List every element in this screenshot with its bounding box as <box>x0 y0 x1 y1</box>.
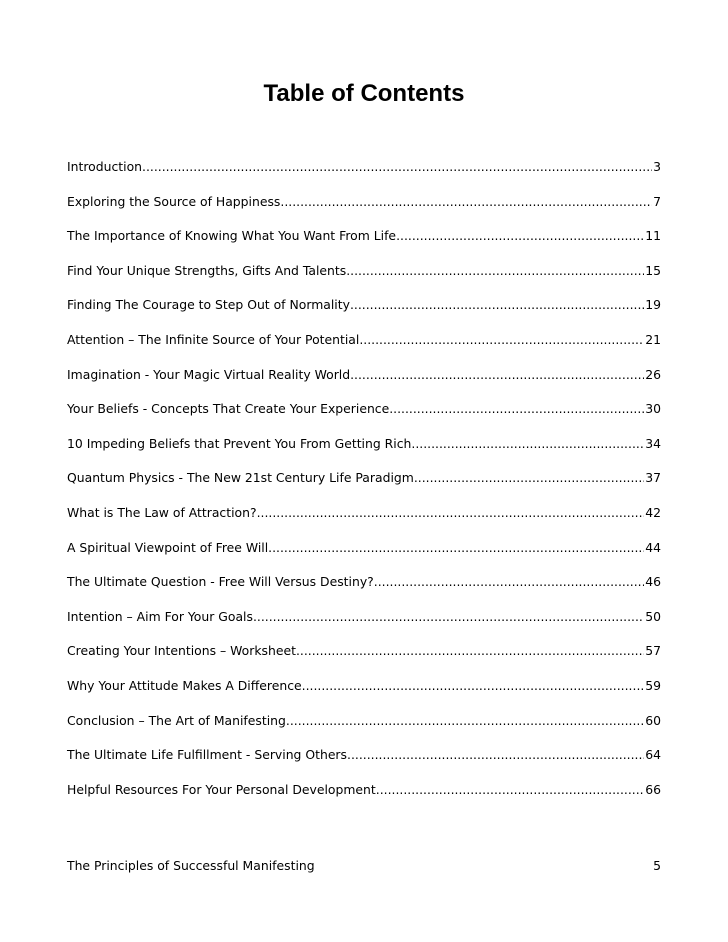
toc-entry-title: Quantum Physics - The New 21st Century Life Paradigm <box>67 470 414 486</box>
toc-dot-leader <box>347 746 644 764</box>
toc-entry-page-number: 46 <box>645 574 661 590</box>
toc-entry-title: Creating Your Intentions – Worksheet <box>67 643 296 659</box>
page-footer <box>67 858 661 873</box>
toc-entry[interactable] <box>67 677 661 712</box>
toc-entry-page-number: 3 <box>653 159 661 174</box>
toc-entry-title: Your Beliefs - Concepts That Create Your Experience <box>67 401 390 417</box>
footer-book-title: The Principles of Successful Manifesting <box>67 858 315 873</box>
toc-entry-title: Intention – Aim For Your Goals <box>67 608 253 624</box>
page-title: Table of Contents <box>263 80 465 107</box>
toc-entry-title: Attention – The Infinite Source of Your Potential <box>67 331 360 347</box>
toc-entry-page-number: 50 <box>645 608 661 624</box>
toc-dot-leader <box>359 331 644 349</box>
toc-entry[interactable] <box>67 573 661 608</box>
table-of-contents <box>67 158 661 815</box>
toc-entry-page-number: 44 <box>645 539 661 555</box>
toc-entry[interactable] <box>67 469 661 504</box>
toc-entry-page-number: 37 <box>645 470 661 486</box>
toc-entry-title: A Spiritual Viewpoint of Free Will <box>67 539 269 555</box>
toc-entry-title: Exploring the Source of Happiness <box>67 193 281 209</box>
toc-entry-page-number: 64 <box>645 747 661 763</box>
toc-dot-leader <box>411 435 644 453</box>
toc-dot-leader <box>389 400 644 418</box>
toc-dot-leader <box>376 781 644 799</box>
toc-entry[interactable] <box>67 296 661 331</box>
toc-entry-title: The Ultimate Life Fulfillment - Serving Others <box>67 747 347 763</box>
toc-entry-page-number: 57 <box>645 643 661 659</box>
toc-entry-title: The Ultimate Question - Free Will Versus Destiny? <box>67 574 374 590</box>
toc-entry-page-number: 11 <box>645 228 661 244</box>
toc-entry[interactable] <box>67 435 661 470</box>
toc-entry-page-number: 15 <box>645 262 661 278</box>
toc-dot-leader <box>302 677 645 695</box>
toc-dot-leader <box>414 469 644 487</box>
toc-dot-leader <box>374 573 644 591</box>
toc-entry-page-number: 19 <box>645 297 661 313</box>
toc-entry[interactable] <box>67 193 661 228</box>
toc-entry-title: Imagination - Your Magic Virtual Reality World <box>67 366 351 382</box>
toc-entry[interactable] <box>67 781 661 816</box>
toc-entry-title: Why Your Attitude Makes A Difference <box>67 677 302 693</box>
toc-dot-leader <box>268 539 644 557</box>
toc-dot-leader <box>257 504 645 522</box>
toc-dot-leader <box>350 366 644 384</box>
toc-entry-title: Finding The Courage to Step Out of Normality <box>67 297 350 313</box>
toc-dot-leader <box>280 193 652 211</box>
toc-entry[interactable] <box>67 400 661 435</box>
toc-entry[interactable] <box>67 262 661 297</box>
toc-entry-title: Helpful Resources For Your Personal Development <box>67 781 376 797</box>
toc-entry-title: Introduction <box>67 159 143 174</box>
toc-entry-page-number: 66 <box>645 781 661 797</box>
toc-entry-title: Find Your Unique Strengths, Gifts And Talents <box>67 262 347 278</box>
toc-entry-page-number: 59 <box>645 677 661 693</box>
toc-entry-page-number: 7 <box>653 193 661 209</box>
toc-entry[interactable] <box>67 158 661 193</box>
footer-page-number: 5 <box>653 858 661 873</box>
toc-entry[interactable] <box>67 712 661 747</box>
toc-entry-page-number: 26 <box>645 366 661 382</box>
toc-dot-leader <box>296 642 644 660</box>
toc-entry[interactable] <box>67 642 661 677</box>
toc-entry[interactable] <box>67 366 661 401</box>
toc-entry-page-number: 42 <box>645 504 661 520</box>
toc-entry-page-number: 34 <box>645 435 661 451</box>
toc-dot-leader <box>142 158 652 176</box>
toc-dot-leader <box>286 712 644 730</box>
toc-entry-title: The Importance of Knowing What You Want From Life <box>67 228 397 244</box>
toc-dot-leader <box>396 227 644 245</box>
toc-entry[interactable] <box>67 227 661 262</box>
toc-entry-title: 10 Impeding Beliefs that Prevent You From Getting Rich <box>67 435 412 451</box>
toc-entry[interactable] <box>67 746 661 781</box>
toc-dot-leader <box>346 262 644 280</box>
toc-entry[interactable] <box>67 331 661 366</box>
toc-entry[interactable] <box>67 608 661 643</box>
toc-dot-leader <box>253 608 644 626</box>
toc-entry-title: What is The Law of Attraction? <box>67 504 257 520</box>
toc-entry-page-number: 60 <box>645 712 661 728</box>
toc-entry-page-number: 21 <box>645 331 661 347</box>
toc-entry[interactable] <box>67 539 661 574</box>
toc-entry-page-number: 30 <box>645 401 661 417</box>
toc-entry[interactable] <box>67 504 661 539</box>
toc-dot-leader <box>350 296 644 314</box>
toc-entry-title: Conclusion – The Art of Manifesting <box>67 712 286 728</box>
